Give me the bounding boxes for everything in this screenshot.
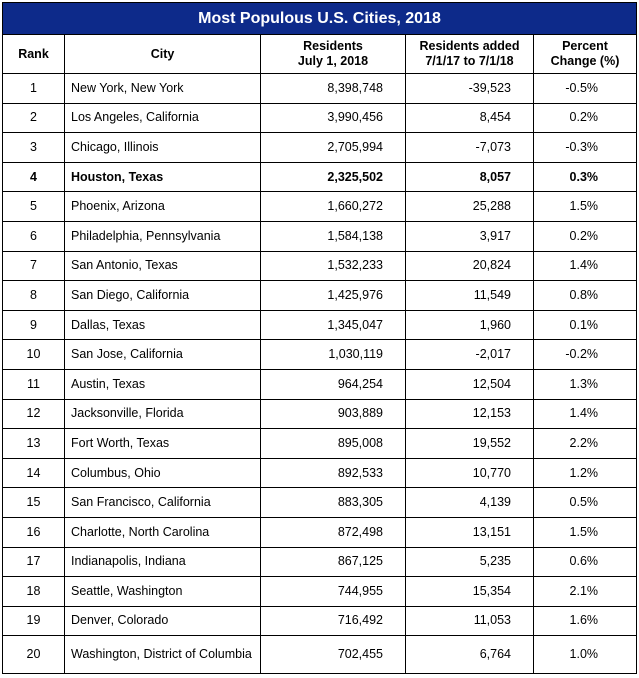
table-row bbox=[3, 251, 637, 281]
table-row bbox=[3, 517, 637, 547]
rank-cell: 12 bbox=[3, 399, 65, 429]
rank-cell: 16 bbox=[3, 517, 65, 547]
rank-cell: 14 bbox=[3, 458, 65, 488]
residents-cell: 702,455 bbox=[261, 636, 406, 674]
rank-cell: 20 bbox=[3, 636, 65, 674]
rank-cell: 1 bbox=[3, 74, 65, 104]
added-header-line1: Residents added bbox=[419, 39, 520, 53]
city-cell: Philadelphia, Pennsylvania bbox=[65, 221, 261, 251]
rank-cell: 19 bbox=[3, 606, 65, 636]
table-row bbox=[3, 458, 637, 488]
pct-cell: 0.1% bbox=[534, 310, 637, 340]
pct-header-line1: Percent bbox=[562, 39, 608, 53]
residents-cell: 1,425,976 bbox=[261, 281, 406, 311]
table-row bbox=[3, 103, 637, 133]
city-cell: San Jose, California bbox=[65, 340, 261, 370]
residents-cell: 1,345,047 bbox=[261, 310, 406, 340]
rank-cell: 9 bbox=[3, 310, 65, 340]
added-cell: 4,139 bbox=[406, 488, 534, 518]
city-header bbox=[65, 35, 261, 74]
rank-cell: 10 bbox=[3, 340, 65, 370]
rank-cell: 11 bbox=[3, 369, 65, 399]
title-row bbox=[3, 3, 637, 35]
added-cell: 8,057 bbox=[406, 162, 534, 192]
city-cell: Denver, Colorado bbox=[65, 606, 261, 636]
residents-cell: 1,532,233 bbox=[261, 251, 406, 281]
city-cell: Columbus, Ohio bbox=[65, 458, 261, 488]
pct-cell: -0.3% bbox=[534, 133, 637, 163]
added-cell: 8,454 bbox=[406, 103, 534, 133]
rank-cell: 6 bbox=[3, 221, 65, 251]
pct-cell: -0.5% bbox=[534, 74, 637, 104]
pct-cell: 1.0% bbox=[534, 636, 637, 674]
added-cell: 10,770 bbox=[406, 458, 534, 488]
added-cell: 19,552 bbox=[406, 429, 534, 459]
residents-cell: 1,030,119 bbox=[261, 340, 406, 370]
added-cell: 11,053 bbox=[406, 606, 534, 636]
added-header bbox=[406, 35, 534, 74]
residents-header-line2: July 1, 2018 bbox=[297, 54, 369, 68]
city-cell: New York, New York bbox=[65, 74, 261, 104]
pct-cell: 1.5% bbox=[534, 192, 637, 222]
city-cell: Houston, Texas bbox=[65, 162, 261, 192]
added-cell: 20,824 bbox=[406, 251, 534, 281]
rank-cell: 5 bbox=[3, 192, 65, 222]
added-cell: 6,764 bbox=[406, 636, 534, 674]
pct-cell: 0.8% bbox=[534, 281, 637, 311]
residents-cell: 3,990,456 bbox=[261, 103, 406, 133]
added-cell: 12,153 bbox=[406, 399, 534, 429]
added-cell: 1,960 bbox=[406, 310, 534, 340]
rank-header bbox=[3, 35, 65, 74]
pct-header bbox=[534, 35, 637, 74]
pct-cell: 2.1% bbox=[534, 577, 637, 607]
rank-cell: 18 bbox=[3, 577, 65, 607]
added-cell: 13,151 bbox=[406, 517, 534, 547]
city-cell: Jacksonville, Florida bbox=[65, 399, 261, 429]
city-cell: Los Angeles, California bbox=[65, 103, 261, 133]
residents-cell: 895,008 bbox=[261, 429, 406, 459]
residents-cell: 2,325,502 bbox=[261, 162, 406, 192]
residents-cell: 716,492 bbox=[261, 606, 406, 636]
pct-header-line2: Change (%) bbox=[550, 54, 620, 68]
pct-cell: 0.3% bbox=[534, 162, 637, 192]
rank-cell: 13 bbox=[3, 429, 65, 459]
city-cell: Austin, Texas bbox=[65, 369, 261, 399]
rank-cell: 2 bbox=[3, 103, 65, 133]
residents-cell: 867,125 bbox=[261, 547, 406, 577]
table-row bbox=[3, 429, 637, 459]
city-cell: San Diego, California bbox=[65, 281, 261, 311]
pct-cell: 1.3% bbox=[534, 369, 637, 399]
table-title: Most Populous U.S. Cities, 2018 bbox=[3, 3, 637, 35]
pct-cell: 1.4% bbox=[534, 251, 637, 281]
added-cell: 25,288 bbox=[406, 192, 534, 222]
rank-cell: 15 bbox=[3, 488, 65, 518]
added-cell: 11,549 bbox=[406, 281, 534, 311]
residents-cell: 8,398,748 bbox=[261, 74, 406, 104]
city-cell: Seattle, Washington bbox=[65, 577, 261, 607]
table-row bbox=[3, 606, 637, 636]
city-cell: San Antonio, Texas bbox=[65, 251, 261, 281]
residents-header-line1: Residents bbox=[303, 39, 363, 53]
pct-cell: 0.6% bbox=[534, 547, 637, 577]
table-row bbox=[3, 399, 637, 429]
table-row bbox=[3, 74, 637, 104]
table-row bbox=[3, 547, 637, 577]
city-cell: Charlotte, North Carolina bbox=[65, 517, 261, 547]
population-table bbox=[2, 2, 637, 674]
added-cell: 5,235 bbox=[406, 547, 534, 577]
city-cell: San Francisco, California bbox=[65, 488, 261, 518]
city-cell: Chicago, Illinois bbox=[65, 133, 261, 163]
table-row bbox=[3, 636, 637, 674]
residents-cell: 744,955 bbox=[261, 577, 406, 607]
added-cell: -39,523 bbox=[406, 74, 534, 104]
table-row-highlighted bbox=[3, 162, 637, 192]
pct-cell: 0.5% bbox=[534, 488, 637, 518]
residents-cell: 964,254 bbox=[261, 369, 406, 399]
rank-cell: 8 bbox=[3, 281, 65, 311]
added-cell: 12,504 bbox=[406, 369, 534, 399]
rank-cell: 3 bbox=[3, 133, 65, 163]
pct-cell: 1.5% bbox=[534, 517, 637, 547]
city-cell: Fort Worth, Texas bbox=[65, 429, 261, 459]
rank-header-label: Rank bbox=[18, 46, 49, 61]
pct-cell: -0.2% bbox=[534, 340, 637, 370]
city-cell: Indianapolis, Indiana bbox=[65, 547, 261, 577]
table-row bbox=[3, 133, 637, 163]
added-cell: -7,073 bbox=[406, 133, 534, 163]
pct-cell: 1.6% bbox=[534, 606, 637, 636]
added-cell: 15,354 bbox=[406, 577, 534, 607]
table-row bbox=[3, 281, 637, 311]
pct-cell: 0.2% bbox=[534, 221, 637, 251]
rank-cell: 7 bbox=[3, 251, 65, 281]
pct-cell: 0.2% bbox=[534, 103, 637, 133]
residents-cell: 892,533 bbox=[261, 458, 406, 488]
table-row bbox=[3, 488, 637, 518]
table-row bbox=[3, 310, 637, 340]
residents-cell: 1,660,272 bbox=[261, 192, 406, 222]
pct-cell: 1.2% bbox=[534, 458, 637, 488]
rank-cell: 4 bbox=[3, 162, 65, 192]
pct-cell: 1.4% bbox=[534, 399, 637, 429]
residents-header bbox=[261, 35, 406, 74]
residents-cell: 1,584,138 bbox=[261, 221, 406, 251]
rank-cell: 17 bbox=[3, 547, 65, 577]
residents-cell: 2,705,994 bbox=[261, 133, 406, 163]
added-cell: 3,917 bbox=[406, 221, 534, 251]
residents-cell: 883,305 bbox=[261, 488, 406, 518]
header-row bbox=[3, 35, 637, 74]
added-header-line2: 7/1/17 to 7/1/18 bbox=[425, 54, 514, 68]
pct-cell: 2.2% bbox=[534, 429, 637, 459]
city-cell: Phoenix, Arizona bbox=[65, 192, 261, 222]
residents-cell: 903,889 bbox=[261, 399, 406, 429]
city-cell: Washington, District of Columbia bbox=[65, 636, 261, 674]
table-row bbox=[3, 577, 637, 607]
city-header-label: City bbox=[150, 46, 175, 61]
table-row bbox=[3, 192, 637, 222]
table-row bbox=[3, 221, 637, 251]
table-row bbox=[3, 369, 637, 399]
table-row bbox=[3, 340, 637, 370]
city-cell: Dallas, Texas bbox=[65, 310, 261, 340]
residents-cell: 872,498 bbox=[261, 517, 406, 547]
added-cell: -2,017 bbox=[406, 340, 534, 370]
